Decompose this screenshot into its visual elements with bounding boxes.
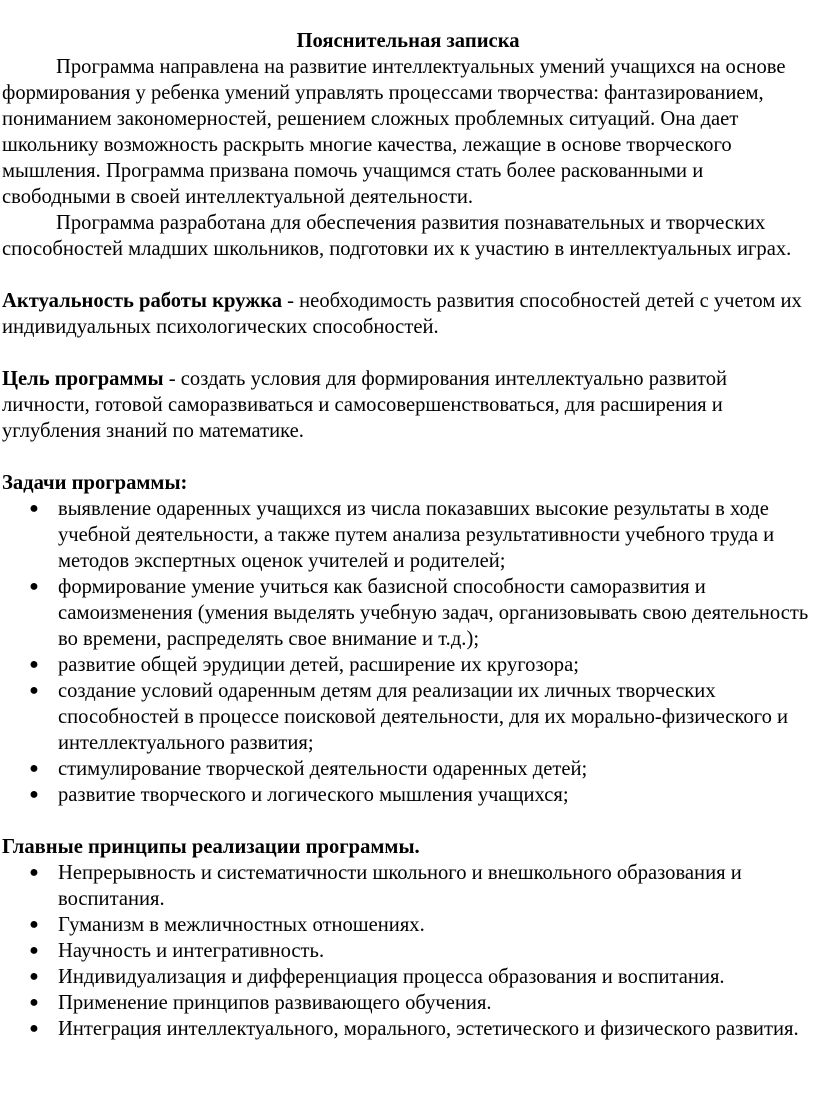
principles-list [0, 860, 816, 1042]
list-item-text: развитие творческого и логического мышления учащихся; [58, 784, 569, 806]
list-item [0, 496, 816, 574]
spacer [0, 262, 816, 288]
list-item [0, 678, 816, 756]
goal-label: Цель программы [2, 368, 164, 390]
list-item [0, 782, 816, 808]
bullet-icon: ● [29, 500, 39, 517]
list-item [0, 964, 816, 990]
bullet-icon: ● [29, 942, 39, 959]
relevance-label: Актуальность работы кружка [2, 290, 282, 312]
goal-text: - создать условия для формирования интеллектуально развитой личности, готовой саморазвиваться и самосовершенствоваться, для расширения и углубления знаний по математике. [2, 368, 728, 442]
list-item-text: Применение принципов развивающего обучения. [58, 992, 492, 1014]
list-item-text: Научность и интегративность. [58, 940, 325, 962]
list-item-text: Гуманизм в межличностных отношениях. [58, 914, 425, 936]
list-item-text: выявление одаренных учащихся из числа показавших высокие результаты в ходе учебной деятельности, а также путем анализа результативности учебного труда и методов экспертных оценок учителей и родителей; [58, 498, 775, 572]
bullet-icon: ● [29, 786, 39, 803]
list-item-text: создание условий одаренным детям для реализации их личных творческих способностей в процессе поисковой деятельности, для их морально-физического и интеллектуального развития; [58, 680, 789, 754]
relevance-paragraph [0, 288, 816, 340]
list-item [0, 652, 816, 678]
page-title: Пояснительная записка [296, 30, 520, 52]
list-item-text: стимулирование творческой деятельности одаренных детей; [58, 758, 588, 780]
list-item [0, 912, 816, 938]
bullet-icon: ● [29, 760, 39, 777]
list-item [0, 756, 816, 782]
list-item-text: Индивидуализация и дифференциация процесса образования и воспитания. [58, 966, 725, 988]
bullet-icon: ● [29, 994, 39, 1011]
tasks-list [0, 496, 816, 808]
goal-paragraph [0, 366, 816, 444]
bullet-icon: ● [29, 656, 39, 673]
list-item-text: Интеграция интеллектуального, морального, эстетического и физического развития. [58, 1018, 799, 1040]
bullet-icon: ● [29, 864, 39, 881]
bullet-icon: ● [29, 916, 39, 933]
list-item [0, 990, 816, 1016]
intro-paragraph: Программа направлена на развитие интеллектуальных умений учащихся на основе формирования у ребенка умений управлять процессами творчества: фантазированием, пониманием закономерностей, решением сложных проблемных ситуаций. Она дает школьнику возможность раскрыть многие качества, лежащие в основе творческого мышления. Программа призвана помочь учащимся стать более раскованными и свободными в своей интеллектуальной деятельности. [2, 56, 786, 208]
list-item [0, 574, 816, 652]
list-item-text: формирование умение учиться как базисной способности саморазвития и самоизменения (умения выделять учебную задач, организовывать свою деятельность во времени, распределять свое внимание и т.д.); [58, 576, 809, 650]
intro-paragraph: Программа разработана для обеспечения развития познавательных и творческих способностей младших школьников, подготовки их к участию в интеллектуальных играх. [2, 212, 792, 260]
list-item [0, 1016, 816, 1042]
bullet-icon: ● [29, 968, 39, 985]
list-item-text: развитие общей эрудиции детей, расширение их кругозора; [58, 654, 579, 676]
list-item [0, 938, 816, 964]
spacer [0, 808, 816, 834]
spacer [0, 340, 816, 366]
bullet-icon: ● [29, 1020, 39, 1037]
principles-heading: Главные принципы реализации программы. [2, 836, 420, 858]
relevance-text: - необходимость развития способностей детей с учетом их индивидуальных психологических способностей. [2, 290, 802, 338]
bullet-icon: ● [29, 578, 39, 595]
bullet-icon: ● [29, 682, 39, 699]
tasks-heading: Задачи программы: [2, 472, 188, 494]
list-item [0, 860, 816, 912]
spacer [0, 444, 816, 470]
list-item-text: Непрерывность и систематичности школьного и внешкольного образования и воспитания. [58, 862, 742, 910]
